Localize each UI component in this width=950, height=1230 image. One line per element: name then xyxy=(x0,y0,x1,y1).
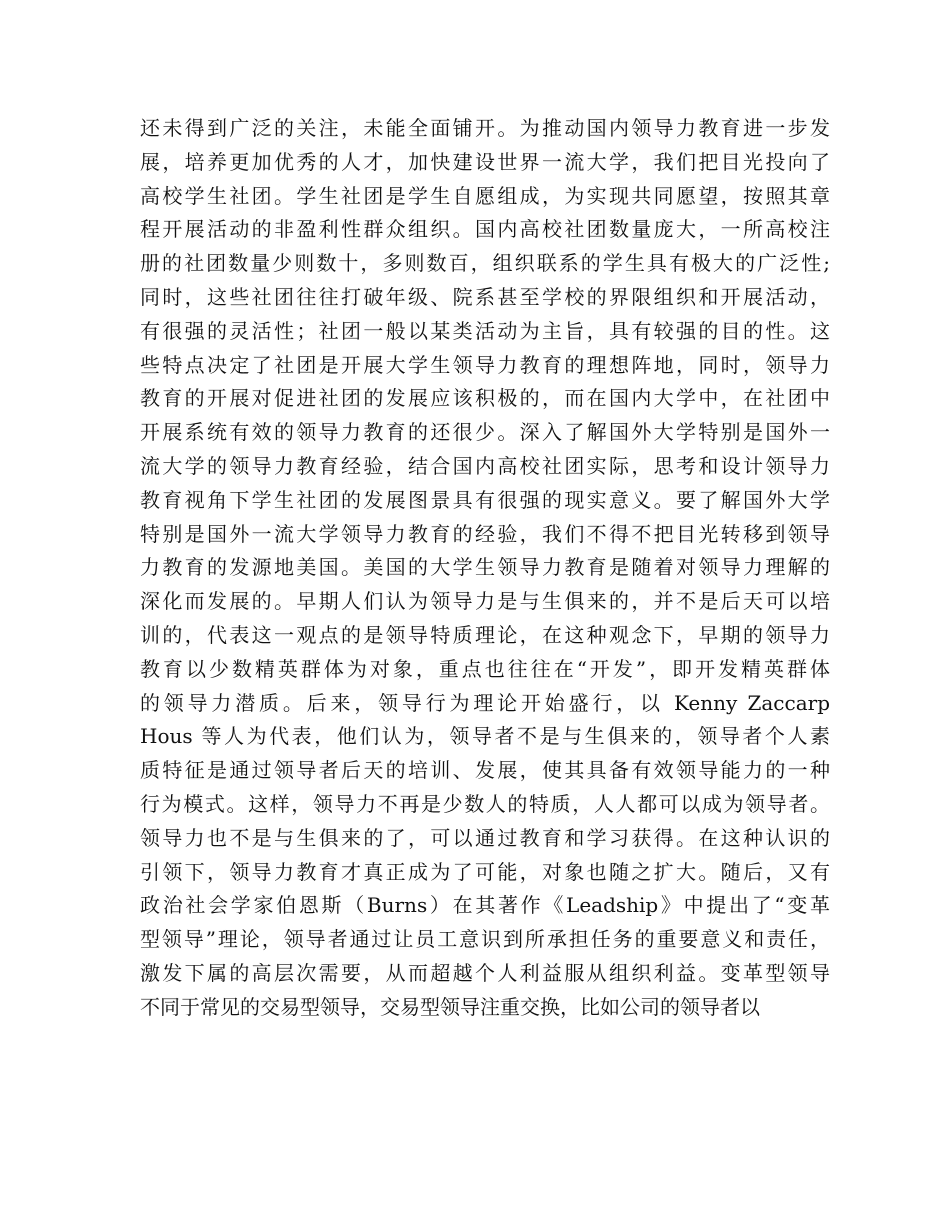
text-line: 训的，代表这一观点的是领导特质理论，在这种观念下，早期的领导力 xyxy=(140,622,830,647)
text-line: 激发下属的高层次需要，从而超越个人利益服从组织利益。变革型领导 xyxy=(140,960,830,985)
text-line: 不同于常见的交易型领导，交易型领导注重交换，比如公司的领导者以 xyxy=(140,994,760,1019)
text-line: 深化而发展的。早期人们认为领导力是与生俱来的，并不是后天可以培 xyxy=(140,589,830,614)
text-line: 型领导”理论，领导者通过让员工意识到所承担任务的重要意义和责任， xyxy=(140,927,830,952)
text-line: 力教育的发源地美国。美国的大学生领导力教育是随着对领导力理解的 xyxy=(140,555,830,580)
text-line: 还未得到广泛的关注，未能全面铺开。为推动国内领导力教育进一步发 xyxy=(140,116,830,140)
text-line: 教育视角下学生社团的发展图景具有很强的现实意义。要了解国外大学 xyxy=(140,487,830,512)
text-line: 政治社会学家伯恩斯（Burns）在其著作《Leadship》中提出了“变革 xyxy=(140,893,830,918)
text-line: 的领导力潜质。后来，领导行为理论开始盛行，以 Kenny Zaccarp xyxy=(140,690,830,715)
text-line: 高校学生社团。学生社团是学生自愿组成，为实现共同愿望，按照其章 xyxy=(140,183,830,208)
text-line: 行为模式。这样，领导力不再是少数人的特质，人人都可以成为领导者。 xyxy=(140,791,830,816)
body-text xyxy=(140,112,830,1025)
text-line: 些特点决定了社团是开展大学生领导力教育的理想阵地，同时，领导力 xyxy=(140,352,830,377)
text-line: 教育的开展对促进社团的发展应该积极的，而在国内大学中，在社团中 xyxy=(140,386,830,411)
text-line: 特别是国外一流大学领导力教育的经验，我们不得不把目光转移到领导 xyxy=(140,521,830,546)
text-line: 同时，这些社团往往打破年级、院系甚至学校的界限组织和开展活动， xyxy=(140,284,830,309)
text-line: 教育以少数精英群体为对象，重点也往往在“开发”，即开发精英群体 xyxy=(140,656,830,681)
text-line: Hous 等人为代表，他们认为，领导者不是与生俱来的，领导者个人素 xyxy=(140,724,830,749)
text-line: 程开展活动的非盈利性群众组织。国内高校社团数量庞大，一所高校注 xyxy=(140,217,830,242)
text-line: 领导力也不是与生俱来的了，可以通过教育和学习获得。在这种认识的 xyxy=(140,825,830,850)
text-line: 引领下，领导力教育才真正成为了可能，对象也随之扩大。随后，又有 xyxy=(140,859,830,884)
text-line: 有很强的灵活性；社团一般以某类活动为主旨，具有较强的目的性。这 xyxy=(140,318,830,343)
text-line: 展，培养更加优秀的人才，加快建设世界一流大学，我们把目光投向了 xyxy=(140,149,830,174)
text-line: 册的社团数量少则数十，多则数百，组织联系的学生具有极大的广泛性; xyxy=(140,251,830,276)
text-line: 质特征是通过领导者后天的培训、发展，使其具备有效领导能力的一种 xyxy=(140,758,830,783)
text-line: 流大学的领导力教育经验，结合国内高校社团实际，思考和设计领导力 xyxy=(140,453,830,478)
text-line: 开展系统有效的领导力教育的还很少。深入了解国外大学特别是国外一 xyxy=(140,420,830,445)
